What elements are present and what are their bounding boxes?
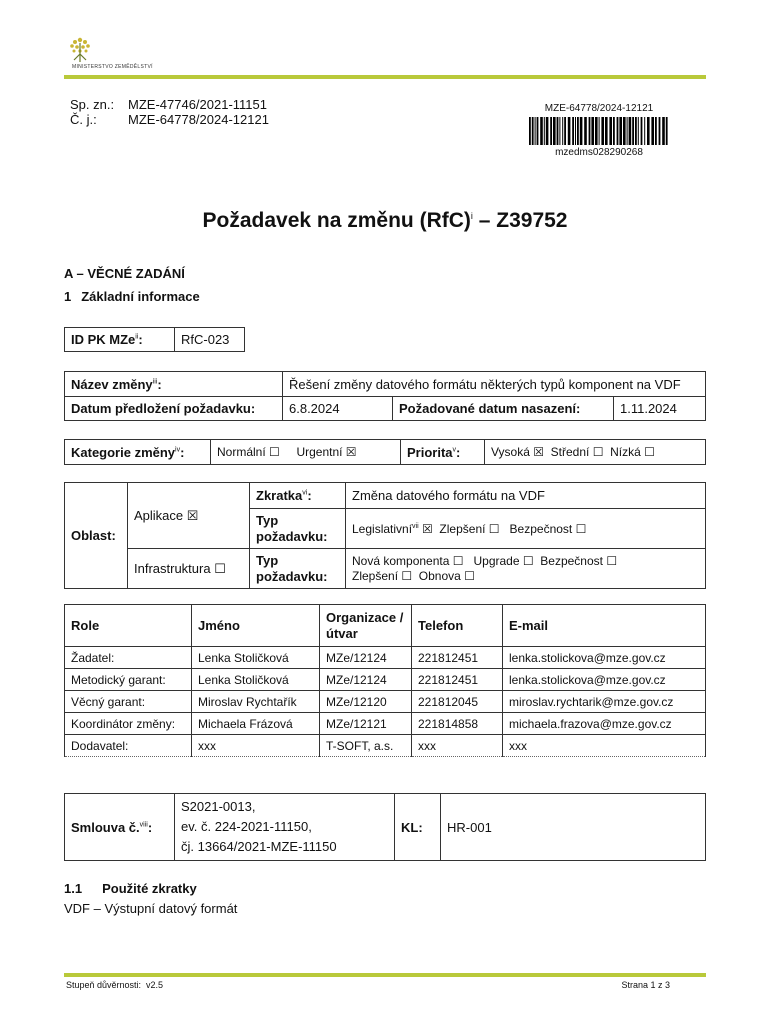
abbreviation-text: VDF – Výstupní datový formát bbox=[64, 901, 238, 916]
name-cell: xxx bbox=[192, 735, 320, 757]
contract-line2: ev. č. 224-2021-11150, bbox=[181, 819, 312, 834]
typ-value-1 bbox=[346, 509, 706, 549]
document-title bbox=[0, 209, 770, 233]
roles-header-email: E-mail bbox=[503, 605, 706, 647]
contract-label-cell bbox=[65, 794, 175, 861]
oblast-label: Oblast: bbox=[65, 483, 128, 589]
contract-label-colon: : bbox=[147, 819, 153, 835]
phone-cell: 221814858 bbox=[412, 713, 503, 735]
sp-zn-value: MZE-47746/2021-11151 bbox=[128, 97, 268, 112]
org-cell: MZe/12124 bbox=[320, 669, 412, 691]
email-cell: lenka.stolickova@mze.gov.cz bbox=[503, 647, 706, 669]
priority-label-sup: v bbox=[452, 446, 457, 454]
contract-label: Smlouva č. bbox=[71, 819, 140, 835]
bottom-rule bbox=[64, 973, 706, 977]
zkratka-label: Zkratka bbox=[256, 488, 303, 503]
contract-table bbox=[64, 793, 706, 861]
table-row bbox=[65, 647, 706, 669]
typ-label-1: Typ požadavku: bbox=[250, 509, 346, 549]
priority-label: Priorita bbox=[407, 444, 453, 460]
roles-header-role: Role bbox=[65, 605, 192, 647]
priority-label-colon: : bbox=[456, 444, 461, 460]
org-cell: MZe/12121 bbox=[320, 713, 412, 735]
name-cell: Michaela Frázová bbox=[192, 713, 320, 735]
title-suffix: – Z39752 bbox=[472, 209, 568, 232]
typ-legislative-sup: vii bbox=[412, 522, 419, 530]
section-1-title: Základní informace bbox=[81, 289, 200, 304]
roles-header-name: Jméno bbox=[192, 605, 320, 647]
name-table bbox=[64, 371, 706, 421]
roles-header-row bbox=[65, 605, 706, 647]
footer-confidentiality: Stupeň důvěrnosti: v2.5 bbox=[66, 980, 164, 990]
area-app-option: Aplikace ☒ bbox=[128, 483, 250, 549]
contract-line3: čj. 13664/2021-MZE-11150 bbox=[181, 839, 337, 854]
name-label-colon: : bbox=[157, 376, 162, 392]
id-label-sup: ii bbox=[135, 333, 139, 341]
deploy-date-label: Požadované datum nasazení: bbox=[393, 397, 614, 421]
role-cell: Dodavatel: bbox=[65, 735, 192, 757]
category-options: Normální ☐ Urgentní ☒ bbox=[211, 440, 401, 465]
table-row bbox=[65, 713, 706, 735]
typ2-line2: Zlepšení ☐ Obnova ☐ bbox=[352, 568, 475, 583]
email-cell: michaela.frazova@mze.gov.cz bbox=[503, 713, 706, 735]
name-label-sup: iii bbox=[152, 378, 158, 386]
zkratka-label-colon: : bbox=[307, 488, 312, 503]
title-main: Požadavek na změnu (RfC) bbox=[202, 209, 471, 232]
top-rule bbox=[64, 75, 706, 79]
barcode-icon bbox=[529, 117, 669, 145]
priority-options: Vysoká ☒ Střední ☐ Nízká ☐ bbox=[485, 440, 706, 465]
name-cell: Lenka Stoličková bbox=[192, 647, 320, 669]
name-cell: Lenka Stoličková bbox=[192, 669, 320, 691]
cj-value: MZE-64778/2024-12121 bbox=[128, 112, 269, 127]
org-cell: T-SOFT, a.s. bbox=[320, 735, 412, 757]
section-a-heading: A – VĚCNÉ ZADÁNÍ bbox=[64, 266, 185, 281]
logo-text: MINISTERSTVO ZEMĚDĚLSTVÍ bbox=[72, 64, 153, 70]
category-label-sup: iv bbox=[175, 446, 181, 454]
zkratka-label-cell bbox=[250, 483, 346, 509]
typ-options-rest: ☒ Zlepšení ☐ Bezpečnost ☐ bbox=[418, 521, 587, 536]
phone-cell: 221812045 bbox=[412, 691, 503, 713]
name-value: Řešení změny datového formátu některých typů komponent na VDF bbox=[283, 372, 706, 397]
id-value: RfC-023 bbox=[175, 328, 245, 352]
reference-block bbox=[70, 97, 269, 127]
section-11-title: Použité zkratky bbox=[102, 881, 197, 896]
role-cell: Věcný garant: bbox=[65, 691, 192, 713]
barcode-top-text: MZE-64778/2024-12121 bbox=[544, 103, 654, 114]
barcode-bottom-text: mzedms028290268 bbox=[555, 147, 643, 158]
table-row bbox=[65, 669, 706, 691]
id-label: ID PK MZe bbox=[71, 332, 136, 347]
cj-label: Č. j.: bbox=[70, 112, 97, 127]
typ-legislative: Legislativní bbox=[352, 521, 413, 536]
phone-cell: 221812451 bbox=[412, 647, 503, 669]
priority-label-cell bbox=[401, 440, 485, 465]
section-1-heading bbox=[64, 289, 210, 304]
email-cell: lenka.stolickova@mze.gov.cz bbox=[503, 669, 706, 691]
contract-label-sup: viii bbox=[139, 821, 148, 829]
area-table bbox=[64, 482, 706, 589]
email-cell: xxx bbox=[503, 735, 706, 757]
category-label-cell bbox=[65, 440, 211, 465]
footer-page-number: Strana 1 z 3 bbox=[621, 980, 670, 990]
title-sup: i bbox=[470, 211, 473, 221]
name-cell: Miroslav Rychtařík bbox=[192, 691, 320, 713]
role-cell: Koordinátor změny: bbox=[65, 713, 192, 735]
ministry-logo bbox=[62, 34, 182, 74]
area-infra-option: Infrastruktura ☐ bbox=[128, 549, 250, 589]
phone-cell: 221812451 bbox=[412, 669, 503, 691]
category-label-colon: : bbox=[180, 444, 185, 460]
kl-value: HR-001 bbox=[441, 794, 706, 861]
contract-line1: S2021-0013, bbox=[181, 799, 256, 814]
name-label: Název změny bbox=[71, 376, 153, 392]
org-cell: MZe/12124 bbox=[320, 647, 412, 669]
submit-date-value: 6.8.2024 bbox=[283, 397, 393, 421]
typ2-line1: Nová komponenta ☐ Upgrade ☐ Bezpečnost ☐ bbox=[352, 553, 618, 568]
section-1-number: 1 bbox=[64, 289, 72, 304]
phone-cell: xxx bbox=[412, 735, 503, 757]
category-label: Kategorie změny bbox=[71, 444, 176, 460]
table-row bbox=[65, 691, 706, 713]
submit-date-label: Datum předložení požadavku: bbox=[65, 397, 283, 421]
sp-zn-label: Sp. zn.: bbox=[70, 97, 115, 112]
zkratka-label-sup: vi bbox=[302, 489, 308, 497]
section-11-number: 1.1 bbox=[64, 881, 83, 896]
role-cell: Metodický garant: bbox=[65, 669, 192, 691]
id-label-colon: : bbox=[138, 332, 143, 347]
roles-table bbox=[64, 604, 706, 757]
section-11-heading bbox=[64, 881, 217, 896]
contract-value bbox=[175, 794, 395, 861]
org-cell: MZe/12120 bbox=[320, 691, 412, 713]
wheat-logo-icon bbox=[62, 34, 102, 64]
email-cell: miroslav.rychtarik@mze.gov.cz bbox=[503, 691, 706, 713]
typ-value-2 bbox=[346, 549, 706, 589]
name-label-cell bbox=[65, 372, 283, 397]
category-table bbox=[64, 439, 706, 465]
deploy-date-value: 1.11.2024 bbox=[614, 397, 706, 421]
barcode-block bbox=[524, 103, 674, 158]
id-label-cell bbox=[65, 328, 175, 352]
roles-header-org: Organizace /útvar bbox=[320, 605, 412, 647]
role-cell: Žadatel: bbox=[65, 647, 192, 669]
kl-label: KL: bbox=[395, 794, 441, 861]
id-table bbox=[64, 327, 245, 352]
table-row bbox=[65, 735, 706, 757]
roles-header-phone: Telefon bbox=[412, 605, 503, 647]
typ-label-2: Typ požadavku: bbox=[250, 549, 346, 589]
zkratka-value: Změna datového formátu na VDF bbox=[346, 483, 706, 509]
